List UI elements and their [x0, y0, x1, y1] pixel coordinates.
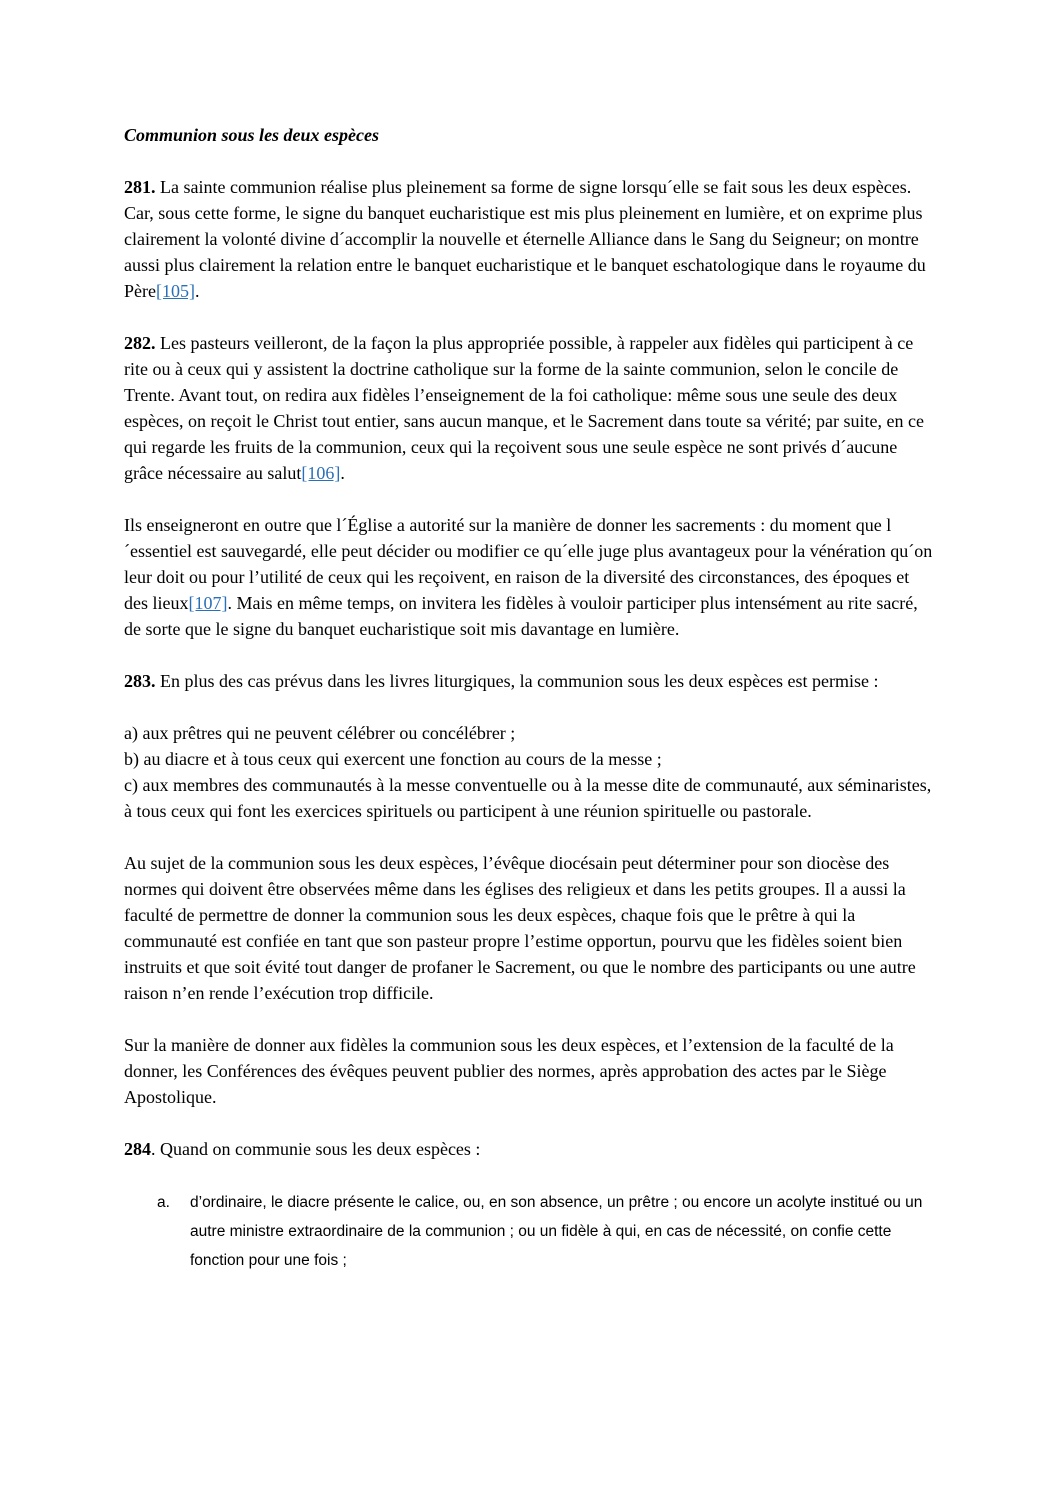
text-run: b) au diacre et à tous ceux qui exercent une fonction au cours de la messe ; — [124, 749, 662, 769]
text-run: . Quand on communie sous les deux espèces : — [151, 1139, 481, 1159]
text-run: La sainte communion réalise plus pleinement sa forme de signe lorsqu´elle se fait sous les deux espèces. Car, sous cette forme, le signe du banquet eucharistique est mis plus pleinement en lumière, et on exprime plus clairement la volonté divine d´accomplir la nouvelle et éternelle Alliance dans le Sang du Seigneur; on montre aussi plus clairement la relation entre le banquet eucharistique et le banquet eschatologique dans le royaume du Père — [124, 177, 926, 301]
list-item — [124, 1188, 934, 1275]
paragraph — [124, 668, 934, 694]
text-run: . — [340, 463, 345, 483]
text-run: d’ordinaire, le diacre présente le calice, ou, en son absence, un prêtre ; ou encore un acolyte institué ou un autre ministre extraordinaire de la communion ; ou un fidèle à qui, en cas de nécessité, on confie cette fonction pour une fois ; — [190, 1194, 923, 1269]
footnote-link[interactable]: [105] — [155, 281, 195, 301]
text-run: c) aux membres des communautés à la messe conventuelle ou à la messe dite de communauté, aux séminaristes, à tous ceux qui font les exercices spirituels ou participent à une réunion spirituelle ou pastorale. — [124, 775, 932, 821]
text-run: a) aux prêtres qui ne peuvent célébrer ou concélébrer ; — [124, 723, 516, 743]
text-run: En plus des cas prévus dans les livres liturgiques, la communion sous les deux espèces est permise : — [155, 671, 879, 691]
paragraph — [124, 330, 934, 486]
document-body — [124, 174, 934, 1275]
paragraph — [124, 1032, 934, 1110]
paragraph-number: 283. — [124, 671, 156, 691]
text-run: Ils enseigneront en outre que l´Église a autorité sur la manière de donner les sacrements : du moment que l´essentiel est sauvegardé, elle peut décider ou modifier ce qu´elle juge plus avantageux pour la vénération qu´on leur doit ou pour l’utilité de ceux qui les reçoivent, en raison de la diversité des circonstances, des époques et des lieux — [124, 515, 933, 613]
text-run: Sur la manière de donner aux fidèles la communion sous les deux espèces, et l’extension de la faculté de la donner, les Conférences des évêques peuvent publier des normes, après approbation des actes par le Siège Apostolique. — [124, 1035, 894, 1107]
footnote-link[interactable]: [107] — [188, 593, 228, 613]
paragraph — [124, 1136, 934, 1162]
footnote-link[interactable]: [106] — [301, 463, 341, 483]
paragraph — [124, 720, 934, 824]
text-run: Les pasteurs veilleront, de la façon la plus appropriée possible, à rappeler aux fidèles qui participent à ce rite ou à ceux qui y assistent la doctrine catholique sur la forme de la sainte communion, selon le concile de Trente. Avant tout, on redira aux fidèles l’enseignement de la foi catholique: même sous une seule des deux espèces, on reçoit le Christ tout entier, sans aucun manque, et le Sacrement dans toute sa vérité; par suite, en ce qui regarde les fruits de la communion, ceux qui la reçoivent sous une seule espèce ne sont privés d´aucune grâce nécessaire au salut — [124, 333, 924, 483]
text-run: . — [194, 281, 200, 301]
list-item-marker: a. — [157, 1194, 170, 1211]
paragraph-number: 281. — [124, 177, 156, 197]
paragraph-number: 284 — [124, 1139, 151, 1159]
paragraph-number: 282. — [124, 333, 156, 353]
paragraph — [124, 512, 934, 642]
paragraph — [124, 174, 934, 304]
paragraph — [124, 850, 934, 1006]
text-run: . Mais en même temps, on invitera les fidèles à vouloir participer plus intensément au rite sacré, de sorte que le signe du banquet eucharistique soit mis davantage en lumière. — [124, 593, 918, 639]
document-heading: Communion sous les deux espèces — [124, 125, 380, 145]
text-run: Au sujet de la communion sous les deux espèces, l’évêque diocésain peut déterminer pour son diocèse des normes qui doivent être observées même dans les églises des religieux et dans les petits groupes. Il a aussi la faculté de permettre de donner la communion sous les deux espèces, chaque fois que le prêtre à qui la communauté est confiée en tant que son pasteur propre l’estime opportun, pourvu que les fidèles soient bien instruits et que soit évité tout danger de profaner le Sacrement, ou que le nombre des participants ou une autre raison n’en rende l’exécution trop difficile. — [124, 853, 916, 1003]
